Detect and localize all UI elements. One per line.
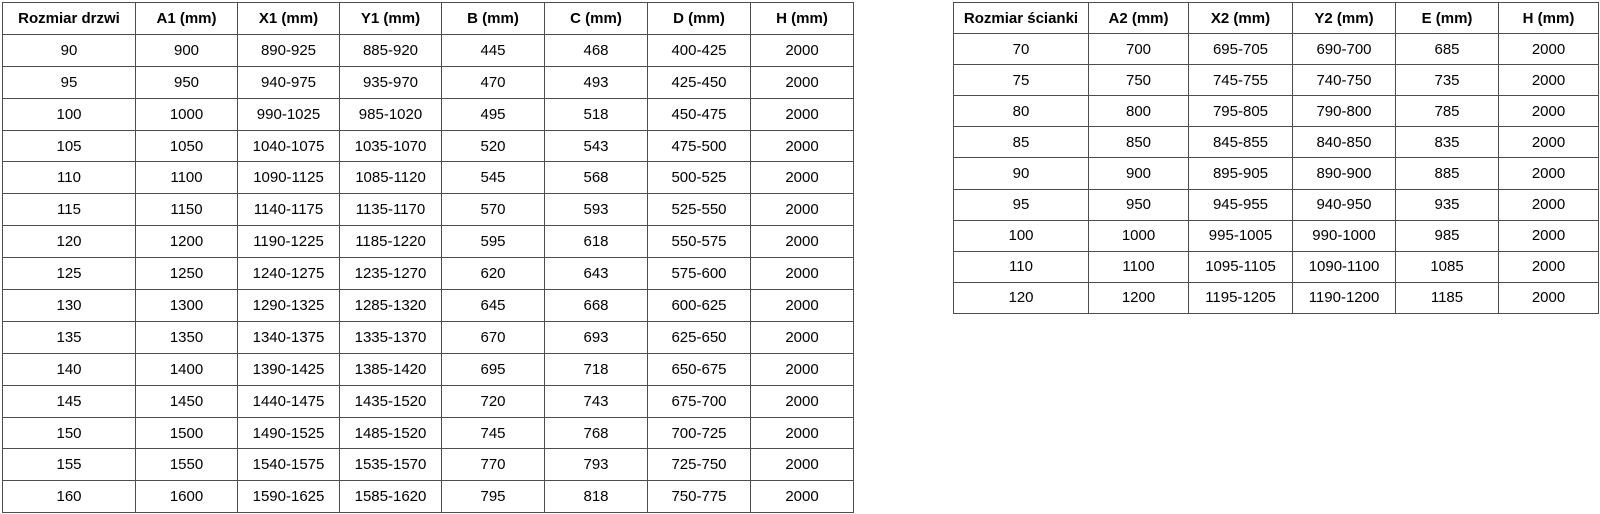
table-cell: 1185 [1396,282,1499,313]
table-cell: 1140-1175 [238,194,340,226]
table-cell: 2000 [1499,282,1599,313]
table-cell: 100 [954,220,1089,251]
table-cell: 985-1020 [340,98,442,130]
table-cell: 470 [442,66,545,98]
table-cell: 785 [1396,96,1499,127]
table-cell: 1040-1075 [238,130,340,162]
table-cell: 650-675 [648,353,751,385]
table-cell: 1000 [136,98,238,130]
table-cell: 2000 [751,321,854,353]
column-header: D (mm) [648,3,751,35]
table-cell: 1250 [136,258,238,290]
table-cell: 700 [1089,34,1189,65]
table-cell: 525-550 [648,194,751,226]
table-cell: 895-905 [1189,158,1293,189]
table-cell: 1350 [136,321,238,353]
table-row [3,481,854,513]
table-cell: 95 [954,189,1089,220]
table-cell: 445 [442,34,545,66]
table-row [3,226,854,258]
table-cell: 2000 [751,98,854,130]
table-cell: 745 [442,417,545,449]
table-cell: 1200 [136,226,238,258]
table-cell: 940-975 [238,66,340,98]
table-cell: 105 [3,130,136,162]
table-cell: 145 [3,385,136,417]
table-cell: 770 [442,449,545,481]
table-cell: 75 [954,65,1089,96]
table-cell: 475-500 [648,130,751,162]
column-header: B (mm) [442,3,545,35]
table-cell: 545 [442,162,545,194]
table-cell: 2000 [1499,189,1599,220]
door-dimensions-table [2,2,854,513]
table-cell: 520 [442,130,545,162]
table-cell: 835 [1396,127,1499,158]
table-cell: 1185-1220 [340,226,442,258]
table-row [3,66,854,98]
table-row [954,189,1599,220]
table-cell: 120 [954,282,1089,313]
column-header: X2 (mm) [1189,3,1293,34]
header-row [954,3,1599,34]
table-cell: 1150 [136,194,238,226]
table-cell: 890-925 [238,34,340,66]
table-cell: 625-650 [648,321,751,353]
table-row [3,98,854,130]
table-cell: 690-700 [1293,34,1396,65]
table-cell: 1290-1325 [238,290,340,322]
table-cell: 110 [954,251,1089,282]
table-cell: 2000 [751,162,854,194]
table-cell: 1500 [136,417,238,449]
table-cell: 80 [954,96,1089,127]
table-cell: 500-525 [648,162,751,194]
table-row [3,130,854,162]
table-cell: 450-475 [648,98,751,130]
table-cell: 1135-1170 [340,194,442,226]
table-cell: 1050 [136,130,238,162]
table-cell: 1490-1525 [238,417,340,449]
table-cell: 1400 [136,353,238,385]
table-cell: 693 [545,321,648,353]
table-cell: 643 [545,258,648,290]
table-cell: 750-775 [648,481,751,513]
table-cell: 675-700 [648,385,751,417]
table-cell: 2000 [1499,127,1599,158]
table-cell: 945-955 [1189,189,1293,220]
table-cell: 940-950 [1293,189,1396,220]
table-cell: 885-920 [340,34,442,66]
table-row [954,65,1599,96]
table-cell: 1300 [136,290,238,322]
table-cell: 900 [136,34,238,66]
table-cell: 568 [545,162,648,194]
table-cell: 2000 [1499,34,1599,65]
table-cell: 890-900 [1293,158,1396,189]
table-cell: 70 [954,34,1089,65]
table-cell: 1450 [136,385,238,417]
table-cell: 495 [442,98,545,130]
table-cell: 685 [1396,34,1499,65]
table-cell: 2000 [751,194,854,226]
table-cell: 593 [545,194,648,226]
table-cell: 2000 [751,353,854,385]
table-cell: 2000 [1499,251,1599,282]
table-cell: 493 [545,66,648,98]
table-cell: 100 [3,98,136,130]
table-cell: 818 [545,481,648,513]
table-cell: 1485-1520 [340,417,442,449]
table-cell: 990-1025 [238,98,340,130]
table-cell: 995-1005 [1189,220,1293,251]
table-cell: 950 [1089,189,1189,220]
table-row [954,96,1599,127]
table-cell: 1235-1270 [340,258,442,290]
table-cell: 1085-1120 [340,162,442,194]
column-header: Rozmiar drzwi [3,3,136,35]
table-cell: 2000 [1499,158,1599,189]
table-cell: 1240-1275 [238,258,340,290]
table-row [3,449,854,481]
column-header: H (mm) [751,3,854,35]
table-cell: 793 [545,449,648,481]
table-cell: 130 [3,290,136,322]
table-cell: 1600 [136,481,238,513]
table-cell: 740-750 [1293,65,1396,96]
table-cell: 790-800 [1293,96,1396,127]
column-header: Rozmiar ścianki [954,3,1089,34]
table-cell: 1435-1520 [340,385,442,417]
table-cell: 750 [1089,65,1189,96]
column-header: Y2 (mm) [1293,3,1396,34]
table-cell: 725-750 [648,449,751,481]
table-row [954,127,1599,158]
table-row [3,258,854,290]
table-cell: 160 [3,481,136,513]
table-cell: 400-425 [648,34,751,66]
table-cell: 1090-1100 [1293,251,1396,282]
table-cell: 1100 [1089,251,1189,282]
table-cell: 670 [442,321,545,353]
table-cell: 570 [442,194,545,226]
table-cell: 668 [545,290,648,322]
table-cell: 125 [3,258,136,290]
table-cell: 990-1000 [1293,220,1396,251]
table-cell: 2000 [1499,65,1599,96]
table-cell: 1585-1620 [340,481,442,513]
table-cell: 850 [1089,127,1189,158]
table-cell: 543 [545,130,648,162]
table-cell: 695 [442,353,545,385]
table-cell: 2000 [751,66,854,98]
table-row [3,321,854,353]
table-cell: 518 [545,98,648,130]
table-cell: 845-855 [1189,127,1293,158]
table-cell: 1090-1125 [238,162,340,194]
table-cell: 1200 [1089,282,1189,313]
table-cell: 935-970 [340,66,442,98]
table-cell: 2000 [751,130,854,162]
table-cell: 1335-1370 [340,321,442,353]
table-cell: 1390-1425 [238,353,340,385]
table-cell: 1000 [1089,220,1189,251]
table-cell: 720 [442,385,545,417]
table-cell: 1285-1320 [340,290,442,322]
table-cell: 1085 [1396,251,1499,282]
table-cell: 2000 [751,385,854,417]
table-cell: 800 [1089,96,1189,127]
table-cell: 2000 [751,481,854,513]
table-cell: 90 [3,34,136,66]
table-cell: 935 [1396,189,1499,220]
table-row [954,251,1599,282]
table-cell: 85 [954,127,1089,158]
column-header: Y1 (mm) [340,3,442,35]
table-cell: 95 [3,66,136,98]
table-row [954,282,1599,313]
table-cell: 700-725 [648,417,751,449]
table-row [3,417,854,449]
table-cell: 110 [3,162,136,194]
table-cell: 115 [3,194,136,226]
column-header: A2 (mm) [1089,3,1189,34]
table-cell: 618 [545,226,648,258]
table-cell: 795 [442,481,545,513]
table-cell: 90 [954,158,1089,189]
table-cell: 1340-1375 [238,321,340,353]
table-cell: 1100 [136,162,238,194]
table-cell: 1440-1475 [238,385,340,417]
table-row [3,290,854,322]
table-cell: 1190-1200 [1293,282,1396,313]
table-cell: 468 [545,34,648,66]
table-cell: 575-600 [648,258,751,290]
table-cell: 2000 [751,34,854,66]
header-row [3,3,854,35]
table-cell: 2000 [751,258,854,290]
table-cell: 645 [442,290,545,322]
table-cell: 550-575 [648,226,751,258]
table-cell: 885 [1396,158,1499,189]
table-cell: 425-450 [648,66,751,98]
table-cell: 1195-1205 [1189,282,1293,313]
table-cell: 1590-1625 [238,481,340,513]
table-cell: 2000 [1499,96,1599,127]
table-cell: 140 [3,353,136,385]
table-cell: 150 [3,417,136,449]
table-cell: 2000 [751,449,854,481]
table-cell: 2000 [751,290,854,322]
table-cell: 1190-1225 [238,226,340,258]
table-cell: 155 [3,449,136,481]
table-cell: 840-850 [1293,127,1396,158]
table-row [954,220,1599,251]
table-row [3,34,854,66]
column-header: E (mm) [1396,3,1499,34]
table-cell: 795-805 [1189,96,1293,127]
table-cell: 135 [3,321,136,353]
table-cell: 768 [545,417,648,449]
table-cell: 900 [1089,158,1189,189]
table-cell: 718 [545,353,648,385]
table-row [3,162,854,194]
table-row [954,158,1599,189]
table-cell: 600-625 [648,290,751,322]
column-header: X1 (mm) [238,3,340,35]
table-cell: 950 [136,66,238,98]
column-header: C (mm) [545,3,648,35]
table-cell: 1540-1575 [238,449,340,481]
table-cell: 735 [1396,65,1499,96]
table-row [3,194,854,226]
table-cell: 745-755 [1189,65,1293,96]
table-cell: 1550 [136,449,238,481]
table-row [954,34,1599,65]
table-cell: 595 [442,226,545,258]
column-header: A1 (mm) [136,3,238,35]
table-cell: 695-705 [1189,34,1293,65]
table-row [3,353,854,385]
table-cell: 1535-1570 [340,449,442,481]
table-cell: 1035-1070 [340,130,442,162]
table-cell: 620 [442,258,545,290]
table-row [3,385,854,417]
table-cell: 1385-1420 [340,353,442,385]
column-header: H (mm) [1499,3,1599,34]
table-cell: 985 [1396,220,1499,251]
table-cell: 743 [545,385,648,417]
table-cell: 120 [3,226,136,258]
wall-dimensions-table [953,2,1599,314]
table-cell: 2000 [1499,220,1599,251]
table-cell: 1095-1105 [1189,251,1293,282]
table-cell: 2000 [751,226,854,258]
table-cell: 2000 [751,417,854,449]
